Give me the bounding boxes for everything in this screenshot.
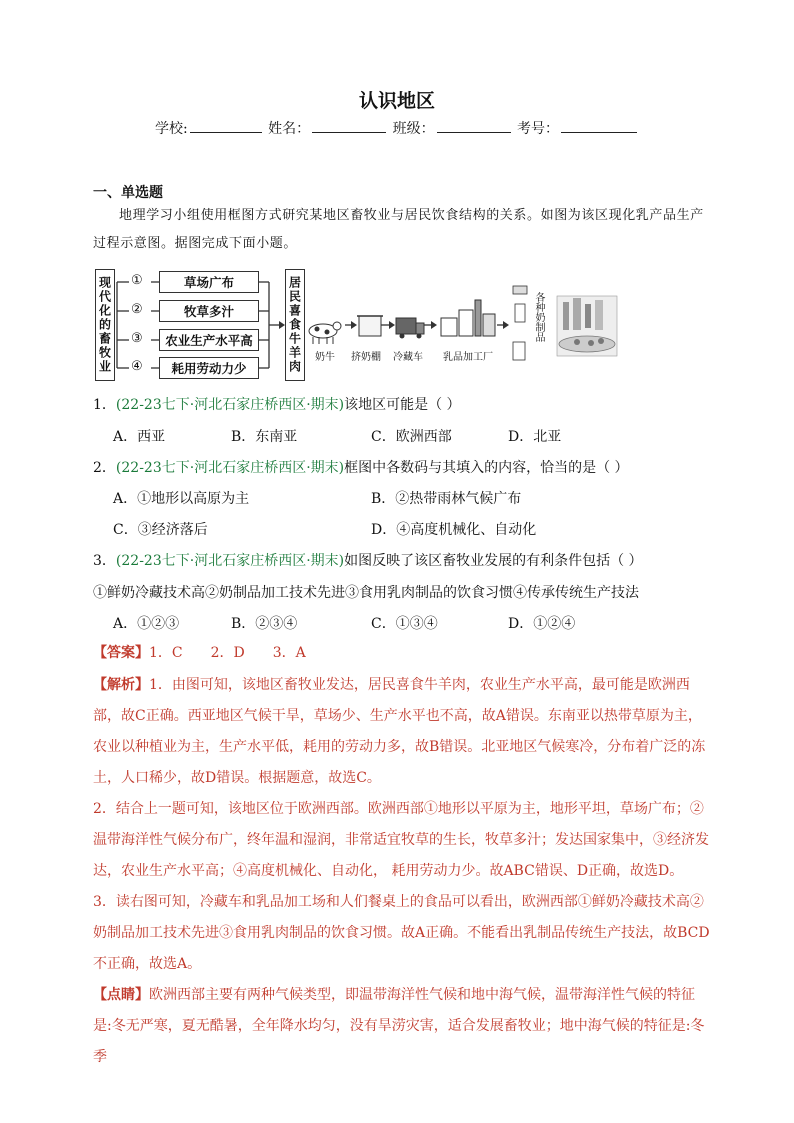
intro-paragraph: 地理学习小组使用框图方式研究某地区畜牧业与居民饮食结构的关系。如图为该区现化乳产品生产过程示意图。据图完成下面小题。	[93, 208, 704, 251]
school-label: 学校:	[154, 121, 188, 137]
milk-products-icon	[513, 286, 527, 360]
analysis-p3: 3．读右图可知，冷藏车和乳品加工场和人们餐桌上的食品可以看出，欧洲西部①鲜奶冷藏技术高②奶制品加工技术先进③食用乳肉制品的饮食习惯。故A正确。不能看出乳制品传统生产技法，故BCD不正确，故选A。	[93, 894, 710, 972]
stage-label-shed: 挤奶棚	[351, 352, 381, 363]
stage-label-truck: 冷藏车	[393, 352, 423, 363]
item-box-4: 耗用劳动力少	[159, 357, 259, 379]
analysis-tag: 【解析】	[93, 677, 149, 693]
analysis-p1-text: 1．由图可知，该地区畜牧业发达，居民喜食牛羊肉，农业生产水平高，最可能是欧洲西部，故C正确。西亚地区气候干旱，草场少、生产水平也不高，故A错误。东南亚以热带草原为主，农业以种植业为主，生产水平低，耗用的劳动力多，故B错误。北亚地区气候寒冷，分布着广泛的冻土，人口稀少，故D错误。根据题意，故选C。	[93, 677, 706, 786]
item-box-3: 农业生产水平高	[159, 329, 259, 351]
tip-block	[93, 980, 713, 1073]
q1-option-a[interactable]: A．西亚	[113, 429, 166, 445]
stage-label-factory: 乳品加工厂	[443, 352, 493, 363]
dairy-process-diagram	[93, 266, 708, 384]
dairy-factory-icon	[441, 300, 495, 336]
item-box-2: 牧草多汁	[159, 300, 259, 322]
tip-text: 欧洲西部主要有两种气候类型，即温带海洋性气候和地中海气候，温带海洋性气候的特征是:冬无严寒，夏无酷暑，全年降水均匀，没有旱涝灾害，适合发展畜牧业；地中海气候的特征是:冬季	[93, 987, 705, 1065]
q2-option-a[interactable]: A．①地形以高原为主	[113, 491, 250, 507]
q2-option-b[interactable]: B．②热带雨林气候广布	[371, 491, 522, 507]
answer-block	[93, 638, 713, 669]
name-blank[interactable]	[312, 118, 386, 133]
num-3: ③	[131, 331, 143, 346]
arrow-to-products	[503, 321, 509, 329]
arrow-to-shed	[351, 321, 357, 329]
question-1-source: (22-23七下·河北石家庄桥西区·期末)	[115, 397, 345, 413]
question-3	[93, 550, 713, 570]
num-2: ②	[131, 302, 143, 317]
analysis-p1	[93, 670, 713, 794]
number-blank[interactable]	[561, 118, 637, 133]
refrigerated-truck-icon	[396, 318, 424, 339]
class-label: 班级：	[392, 121, 435, 137]
stage-label-cow: 奶牛	[315, 352, 335, 363]
products-label: 各种奶制品	[533, 292, 544, 342]
question-3-statements: ①鲜奶冷藏技术高②奶制品加工技术先进③食用乳肉制品的饮食习惯④传承传统生产技法	[93, 585, 639, 601]
milking-shed-icon	[357, 316, 383, 336]
q3-option-a[interactable]: A．①②③	[113, 616, 180, 632]
q1-option-c[interactable]: C．欧洲西部	[371, 429, 452, 445]
question-1-number: 1．	[93, 397, 116, 413]
question-2-stem: 框图中各数码与其填入的内容，恰当的是（ ）	[344, 460, 629, 476]
question-3-source: (22-23七下·河北石家庄桥西区·期末)	[115, 553, 345, 569]
answer-text: 1．C 2．D 3．A	[149, 645, 306, 661]
question-2-source: (22-23七下·河北石家庄桥西区·期末)	[115, 460, 345, 476]
q3-option-c[interactable]: C．①③④	[371, 616, 438, 632]
section-title: 一、单选题	[93, 185, 163, 201]
analysis-block	[93, 670, 713, 1073]
analysis-p2: 2．结合上一题可知，该地区位于欧洲西部。欧洲西部①地形以平原为主，地形平坦，草场广布；②温带海洋性气候分布广，终年温和湿润，非常适宜牧草的生长，牧草多汁；发达国家集中，③经济发达，农业生产水平高；④高度机械化、自动化， 耗用劳动力少。故ABC错误、D正确，故选D。	[93, 801, 709, 879]
arrow-to-truck	[389, 321, 395, 329]
school-blank[interactable]	[190, 118, 262, 133]
q3-option-d[interactable]: D．①②④	[508, 616, 576, 632]
arrow-to-factory	[431, 321, 437, 329]
question-2	[93, 457, 713, 477]
question-1	[93, 394, 713, 414]
q3-option-b[interactable]: B．②③④	[231, 616, 298, 632]
residents-diet-box: 居民喜食牛羊肉	[285, 269, 305, 381]
question-3-number: 3．	[93, 553, 116, 569]
student-info-line	[0, 118, 794, 138]
num-1: ①	[131, 273, 143, 288]
q2-option-c[interactable]: C．③经济落后	[113, 522, 208, 538]
question-1-stem: 该地区可能是（ ）	[344, 397, 461, 413]
class-blank[interactable]	[437, 118, 511, 133]
name-label: 姓名：	[268, 121, 311, 137]
tip-tag: 【点睛】	[93, 987, 149, 1003]
q2-option-d[interactable]: D．④高度机械化、自动化	[371, 522, 537, 538]
modern-husbandry-box: 现代化的畜牧业	[95, 269, 115, 381]
num-4: ④	[131, 359, 143, 374]
q1-option-b[interactable]: B．东南亚	[231, 429, 298, 445]
page-title: 认识地区	[358, 90, 435, 112]
number-label: 考号：	[517, 121, 560, 137]
question-2-number: 2．	[93, 460, 116, 476]
item-box-1: 草场广布	[159, 271, 259, 293]
cow-icon	[309, 322, 341, 344]
q1-option-d[interactable]: D．北亚	[508, 429, 562, 445]
answer-tag: 【答案】	[93, 645, 149, 661]
question-3-stem: 如图反映了该区畜牧业发展的有利条件包括（ ）	[344, 553, 643, 569]
dining-scene-icon	[557, 296, 617, 356]
